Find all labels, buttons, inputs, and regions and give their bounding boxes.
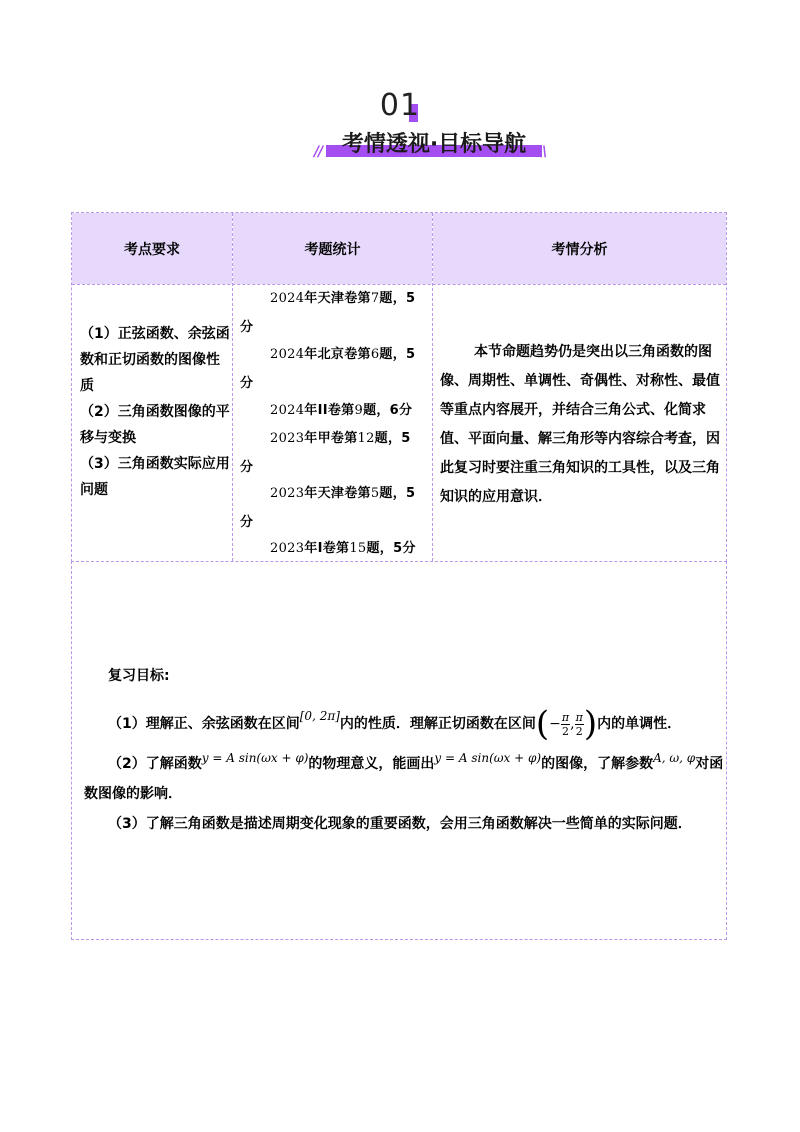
- stat-number: 7: [370, 291, 380, 306]
- statistics-cell: [234, 285, 432, 561]
- stat-paper: 年北京卷第: [304, 347, 371, 362]
- stat-score-unit: 分: [240, 376, 254, 391]
- stat-item: [240, 537, 430, 556]
- decor-slash-left: //: [314, 144, 323, 160]
- stat-year: 2023: [270, 486, 305, 501]
- goal-3: （3）了解三角函数是描述周期变化现象的重要函数，会用三角函数解决一些简单的实际问题．: [108, 816, 692, 832]
- stat-score-unit: 分: [240, 460, 254, 475]
- goal-1: （1）理解正、余弦函数在区间[0, 2π]内的性质．理解正切函数在区间(− $\frac{\pi}{2}$ , $\frac{\pi}{2}$ )内的单调性．: [108, 704, 682, 744]
- stat-year: 2023: [270, 541, 305, 556]
- header-analysis: 考情分析: [433, 213, 726, 284]
- section-title-banner: [312, 131, 556, 161]
- stat-paper: 年I卷第: [304, 541, 350, 556]
- fraction-pi-over-2: $\frac{\pi}{2}$: [561, 710, 570, 738]
- column-divider: [432, 213, 433, 561]
- stat-item: [240, 399, 430, 418]
- stat-number: 5: [370, 486, 380, 501]
- stat-paper: 年II卷第: [304, 403, 355, 418]
- decor-slash-right: \\: [538, 144, 547, 160]
- analysis-cell: 本节命题趋势仍是突出以三角函数的图像、周期性、单调性、奇偶性、对称性、最值等重点内容展开，并结合三角公式、化简求值、平面向量、解三角形等内容综合考查，因此复习时要注重三角知识的工具性，以及三角知识的应用意识．: [440, 344, 720, 505]
- stat-year: 2024: [270, 347, 305, 362]
- parameters: A, ω, φ: [653, 751, 696, 765]
- stat-number: 12: [357, 431, 375, 446]
- stat-paper: 年甲卷第: [304, 431, 358, 446]
- stat-score: 题，6分: [363, 403, 413, 418]
- stat-item: [240, 287, 430, 335]
- formula: y = A sin(ωx + φ): [434, 751, 542, 765]
- stat-score-unit: 分: [240, 515, 254, 530]
- stat-year: 2023: [270, 431, 305, 446]
- interval-0-2pi: [0, 2π]: [299, 709, 340, 723]
- stat-item: [240, 343, 430, 391]
- stat-score: 题，5: [379, 347, 416, 362]
- goal-2-continued: 数图像的影响．: [84, 786, 182, 802]
- header-statistics: 考题统计: [233, 213, 432, 284]
- requirement-item: （1）正弦函数、余弦函数和正切函数的图像性质: [80, 326, 230, 394]
- stat-score: 题，5: [379, 291, 416, 306]
- column-divider: [232, 213, 233, 561]
- stat-score: 题，5: [379, 486, 416, 501]
- stat-number: 9: [354, 403, 364, 418]
- header-requirements: 考点要求: [72, 213, 232, 284]
- stat-paper: 年天津卷第: [304, 291, 371, 306]
- stat-number: 6: [370, 347, 380, 362]
- exam-analysis-table: [71, 212, 727, 562]
- stat-number: 15: [349, 541, 367, 556]
- stat-item: [240, 427, 430, 475]
- stat-paper: 年天津卷第: [304, 486, 371, 501]
- fraction-pi-over-2: $\frac{\pi}{2}$: [575, 710, 583, 738]
- stat-year: 2024: [270, 403, 305, 418]
- goal-2: （2）了解函数y = A sin(ωx + φ)的物理意义，能画出y = A sin(ωx + φ)的图像，了解参数A, ω, φ对函: [108, 751, 724, 772]
- stat-item: [240, 482, 430, 530]
- stat-score-unit: 分: [240, 320, 254, 335]
- stat-score: 题，5: [374, 431, 411, 446]
- section-title: 考情透视·目标导航: [341, 132, 527, 157]
- requirement-item: （3）三角函数实际应用问题: [80, 456, 230, 498]
- stat-year: 2024: [270, 291, 305, 306]
- formula: y = A sin(ωx + φ): [201, 751, 309, 765]
- review-goals-box: [71, 561, 727, 940]
- stat-score: 题，5分: [366, 541, 416, 556]
- requirements-cell: [80, 321, 230, 503]
- section-number: 01: [379, 88, 421, 123]
- requirement-item: （2）三角函数图像的平移与变换: [80, 404, 230, 446]
- review-title: 复习目标:: [108, 668, 170, 684]
